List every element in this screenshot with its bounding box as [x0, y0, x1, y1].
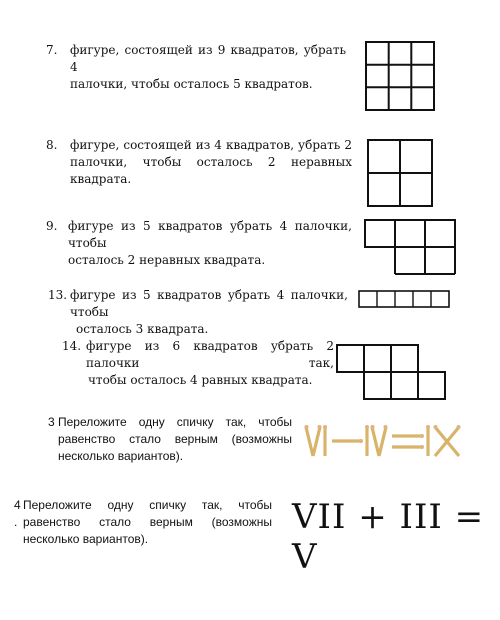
task-text	[70, 287, 348, 338]
task-text	[68, 218, 352, 269]
task-number: 7.	[46, 43, 58, 57]
task-text	[58, 414, 292, 465]
five-square-row-figure	[358, 290, 450, 308]
task-text-line: палочки, чтобы осталось 2 неравных квадрата.	[70, 155, 352, 186]
task-text	[70, 42, 346, 93]
task-text-line: равенство стало верным (возможны	[23, 515, 272, 529]
task-text-line: несколько вариантов).	[58, 449, 184, 463]
task-text-line: палочки, чтобы осталось 5 квадратов.	[70, 77, 313, 91]
task-text-line: фигуре, состоящей из 9 квадратов, убрать 4	[70, 43, 346, 74]
task-number: 4	[14, 498, 21, 512]
task-text	[23, 497, 272, 548]
task-number: 14.	[62, 339, 82, 353]
task-text-line: чтобы осталось 4 равных квадрата.	[88, 373, 313, 387]
task-text-line: фигуре из 5 квадратов убрать 4 палочки, чтобы	[68, 219, 352, 250]
task-text-line: Переложите одну спичку так, чтобы	[23, 498, 272, 512]
task-bullet: .	[14, 515, 18, 529]
task-number: 13.	[48, 288, 68, 302]
task-number: 9.	[46, 219, 58, 233]
task-text-line: фигуре из 6 квадратов убрать 2 палочки так,	[86, 339, 334, 370]
five-square-figure-a	[364, 219, 456, 275]
task-text-line: фигуре, состоящей из 4 квадратов, убрать 2	[70, 138, 352, 152]
task-text-line: осталось 3 квадрата.	[76, 322, 209, 336]
task-number: 8.	[46, 138, 58, 152]
task-text-line: осталось 2 неравных квадрата.	[68, 253, 266, 267]
task-text-line: Переложите одну спичку так, чтобы	[58, 415, 292, 429]
task-text	[70, 137, 352, 188]
task-text-line: несколько вариантов).	[23, 532, 149, 546]
six-square-figure	[336, 344, 448, 400]
task-number: 3	[48, 415, 55, 429]
matchstick-equation	[305, 424, 461, 458]
task-text-line: фигуре из 5 квадратов убрать 4 палочки, чтобы	[70, 288, 348, 319]
task-text-line: равенство стало верным (возможны	[58, 432, 292, 446]
grid-2x2-figure	[367, 139, 433, 207]
roman-equation: VII + III = V	[292, 497, 485, 577]
task-text	[86, 338, 334, 389]
grid-3x3-figure	[365, 41, 435, 111]
